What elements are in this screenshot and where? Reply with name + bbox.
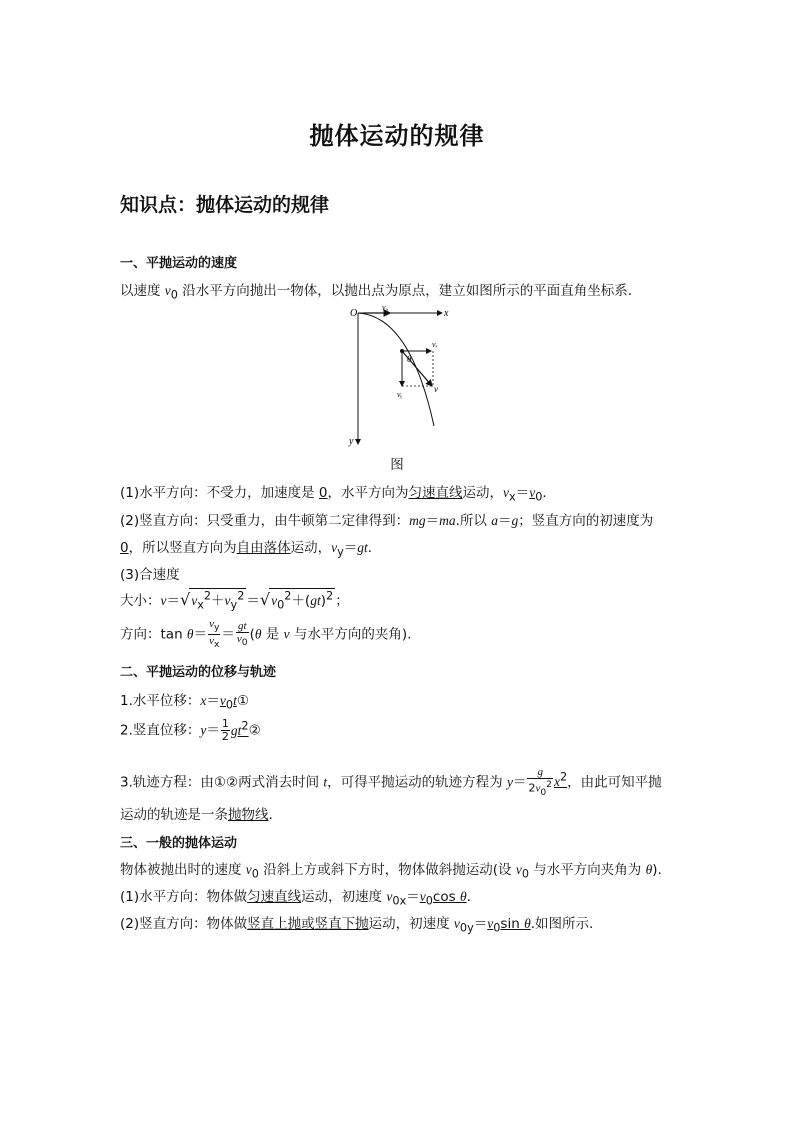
knowledge-heading: 知识点：抛体运动的规律	[120, 194, 330, 216]
label-x: x	[444, 308, 449, 319]
projectile-diagram	[340, 304, 460, 449]
label-v0: v₀	[382, 304, 389, 312]
section-3-vertical: (2)竖直方向：物体做竖直上抛或竖直下抛运动，初速度 $v_{0y}=v_0\sin$ θ.如图所示.	[120, 916, 594, 935]
page-title: 抛体运动的规律	[309, 122, 485, 150]
label-y: y	[349, 436, 354, 447]
label-vy: vᵧ	[397, 390, 403, 399]
section-1-magnitude: 大小：$v=√v_x^2+v_y^2 =√v_0^2+(gt)^2$ ；	[120, 589, 349, 612]
trajectory-curve	[358, 313, 434, 426]
section-3-heading: 三、一般的抛体运动	[120, 836, 238, 851]
label-theta: θ	[407, 354, 412, 364]
section-2-heading: 二、平抛运动的位移与轨迹	[120, 665, 277, 680]
section-1-intro: 以速度 $v_0$ 沿水平方向抛出一物体，以抛出点为原点，建立如图所示的平面直角坐标系.	[120, 283, 633, 302]
magnitude-label: 大小：	[120, 593, 161, 609]
section-1-horizontal: (1)水平方向：不受力，加速度是 0，水平方向为匀速直线运动，$v_x=v_0$.	[120, 485, 547, 504]
section-1-vertical-a: (2)竖直方向：只受重力，由牛顿第二定律得到：mg＝ma.所以 a＝g；竖直方向的初速度为	[120, 513, 654, 529]
section-1-heading: 一、平抛运动的速度	[120, 256, 238, 271]
label-origin: O	[350, 308, 358, 319]
label-vx: vₓ	[432, 340, 438, 349]
section-1-vertical-b: 0，所以竖直方向为自由落体运动，$v_y=gt$.	[120, 540, 373, 559]
section-3-horizontal: (1)水平方向：物体做匀速直线运动，初速度 $v_{0x}=v_0\cos$ θ.	[120, 889, 471, 908]
section-1-combined: (3)合速度	[120, 567, 180, 583]
section-2-item-3a: 3.轨迹方程：由①②两式消去时间 t，可得平抛运动的轨迹方程为 y＝ $\frac{g}{2v_0^2}$ $x^2$，由此可知平抛	[120, 766, 662, 798]
section-2-item-1: 1.水平位移：$x=v_0t①$	[120, 693, 249, 712]
section-2-item-3b: 运动的轨迹是一条抛物线.	[120, 807, 273, 823]
label-v: v	[434, 384, 438, 394]
section-3-intro: 物体被抛出时的速度 $v_0$ 沿斜上方或斜下方时，物体做斜抛运动(设 $v_0$ 与水平方向夹角为 θ).	[120, 862, 662, 881]
figure-caption: 图	[390, 457, 404, 473]
section-1-direction: 方向：tan θ＝ $\frac{v_y}{v_x}$ ＝ $\frac{gt}{v_0}$ (θ 是 v 与水平方向的夹角).	[120, 618, 412, 651]
direction-label: 方向：	[120, 626, 161, 643]
section-2-item-2: 2.竖直位移：y＝ $\frac{1}{2}$ $gt^2②$	[120, 717, 261, 743]
